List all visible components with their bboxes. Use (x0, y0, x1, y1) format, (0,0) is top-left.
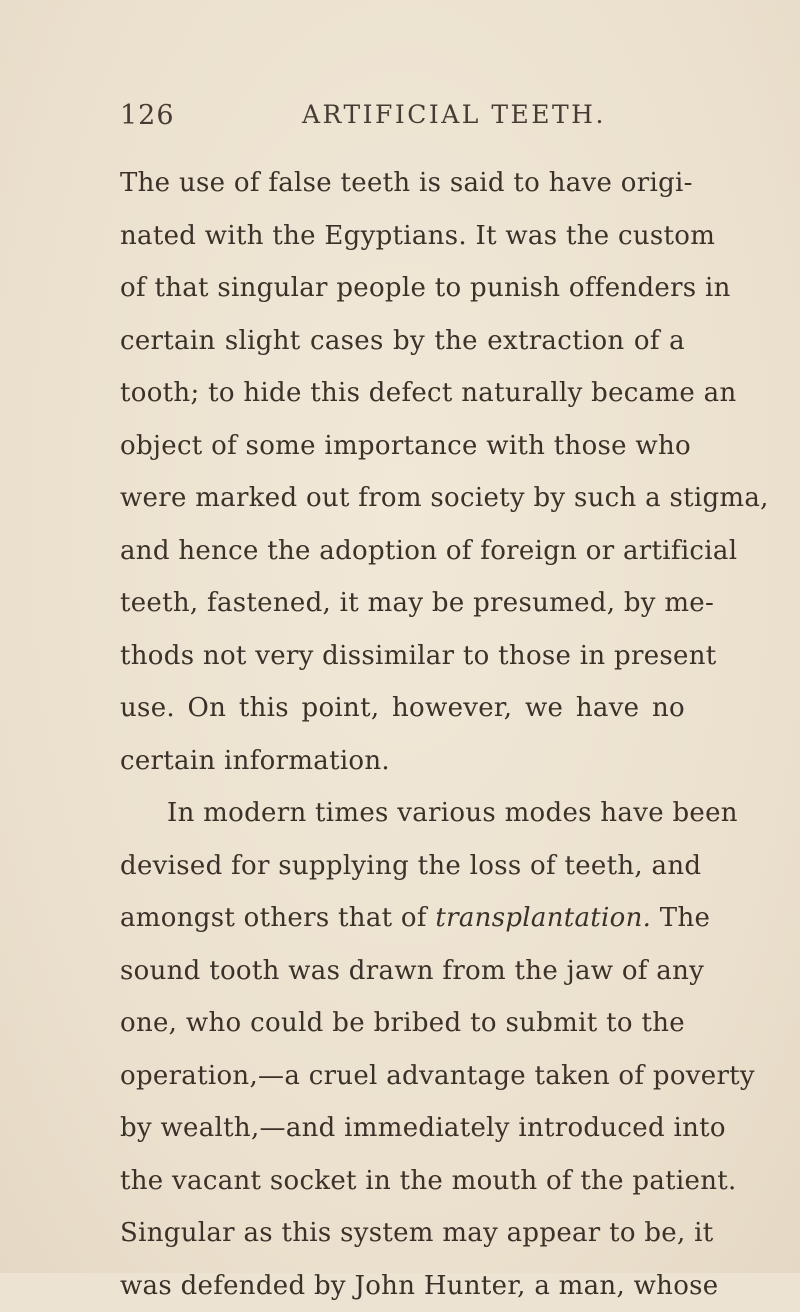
text-line: of that singular people to punish offenders in (120, 262, 685, 315)
text-segment: The (651, 903, 710, 933)
text-line: and hence the adoption of foreign or artificial (120, 525, 685, 578)
text-line: by wealth,—and immediately introduced into (120, 1102, 685, 1155)
text-line: the vacant socket in the mouth of the patient. (120, 1155, 685, 1208)
text-line: was defended by John Hunter, a man, whose (120, 1260, 685, 1312)
text-line: certain information. (120, 735, 685, 788)
text-line: were marked out from society by such a stigma, (120, 472, 685, 525)
text-line: In modern times various modes have been (120, 787, 685, 840)
text-line: nated with the Egyptians. It was the custom (120, 210, 685, 263)
running-head (0, 100, 800, 140)
text-line: certain slight cases by the extraction of a (120, 315, 685, 368)
text-line: teeth, fastened, it may be presumed, by me- (120, 577, 685, 630)
text-line (120, 892, 685, 945)
text-segment: amongst others that of (120, 903, 435, 933)
text-line: The use of false teeth is said to have origi- (120, 157, 685, 210)
text-line: object of some importance with those who (120, 420, 685, 473)
running-title: ARTIFICIAL TEETH. (302, 100, 606, 129)
text-line: operation,—a cruel advantage taken of poverty (120, 1050, 685, 1103)
text-line: Singular as this system may appear to be, it (120, 1207, 685, 1260)
body-text (120, 157, 685, 1312)
text-line: one, who could be bribed to submit to the (120, 997, 685, 1050)
text-line: sound tooth was drawn from the jaw of any (120, 945, 685, 998)
text-line: use. On this point, however, we have no (120, 682, 685, 735)
italic-term: transplantation. (435, 903, 651, 933)
text-line: devised for supplying the loss of teeth, and (120, 840, 685, 893)
page-number: 126 (120, 100, 175, 131)
text-line: thods not very dissimilar to those in present (120, 630, 685, 683)
text-line: tooth; to hide this defect naturally became an (120, 367, 685, 420)
